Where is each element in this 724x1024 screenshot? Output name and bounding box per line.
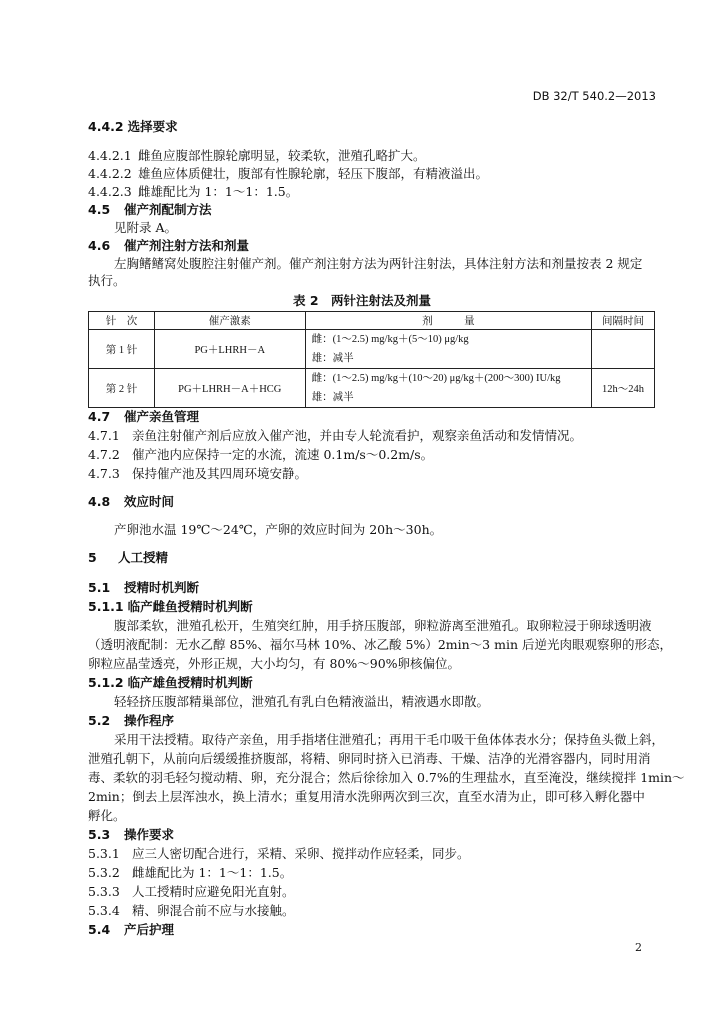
section-heading — [88, 599, 253, 615]
clause — [88, 166, 488, 182]
clause-number: 4.4.2.2 — [88, 166, 132, 181]
cell-shot: 第 2 针 — [89, 369, 155, 408]
section-heading — [88, 550, 168, 566]
clause-number: 4.7.2 — [88, 447, 120, 462]
clause-number: 4.7.1 — [88, 428, 120, 443]
clause-number: 5.3.3 — [88, 884, 120, 899]
cell-interval: 12h～24h — [592, 369, 655, 408]
section-number: 4.5 — [88, 202, 111, 217]
cell-hormone: PG＋LHRH－A — [154, 330, 305, 369]
clause-number: 5.3.1 — [88, 846, 120, 861]
dose-male: 雄：减半 — [311, 392, 354, 403]
clause — [88, 184, 298, 200]
clause — [88, 148, 426, 164]
section-title: 产后护理 — [123, 922, 174, 937]
cell-dose — [305, 330, 591, 369]
clause-number: 5.3.4 — [88, 903, 120, 918]
clause-number: 4.4.2.3 — [88, 184, 132, 199]
cell-hormone: PG＋LHRH－A＋HCG — [154, 369, 305, 408]
paragraph-line: （透明液配制：无水乙醇 85%、福尔马林 10%、冰乙酸 5%）2min～3 min 后逆光肉眼观察卵的形态， — [88, 637, 672, 652]
cell-shot: 第 1 针 — [89, 330, 155, 369]
paragraph-line: 产卵池水温 19℃～24℃，产卵的效应时间为 20h～30h。 — [114, 522, 443, 537]
clause — [88, 865, 292, 881]
paragraph-line: 执行。 — [88, 273, 126, 288]
section-title: 操作程序 — [123, 713, 174, 728]
section-number: 4.6 — [88, 238, 111, 253]
section-number: 5 — [88, 550, 97, 565]
injection-table — [88, 311, 655, 408]
section-heading — [88, 922, 174, 938]
section-heading — [88, 202, 212, 218]
clause — [88, 846, 470, 862]
section-number: 4.8 — [88, 494, 111, 509]
header-hormone: 催产激素 — [154, 312, 305, 330]
section-number: 4.7 — [88, 409, 111, 424]
clause-text: 保持催产池及其四周环境安静。 — [131, 466, 307, 481]
section-heading — [88, 580, 199, 596]
section-title: 选择要求 — [127, 119, 178, 134]
section-heading — [88, 675, 253, 691]
section-title: 操作要求 — [123, 827, 174, 842]
clause-text: 雌鱼应腹部性腺轮廓明显，较柔软，泄殖孔略扩大。 — [137, 148, 426, 163]
paragraph-line: 轻轻挤压腹部精巢部位，泄殖孔有乳白色精液溢出，精液遇水即散。 — [114, 694, 490, 709]
paragraph-line: 卵粒应晶莹透亮，外形正规，大小均匀，有 80%～90%卵核偏位。 — [88, 656, 461, 671]
section-heading — [88, 119, 178, 135]
clause-number: 4.7.3 — [88, 466, 120, 481]
section-number: 5.2 — [88, 713, 111, 728]
clause — [88, 903, 295, 919]
clause-text: 雌雄配比为 1：1～1：1.5。 — [137, 184, 299, 199]
clause-number: 5.3.2 — [88, 865, 120, 880]
dose-female: 雌：(1～2.5) mg/kg＋(5～10) μg/kg — [311, 334, 469, 345]
section-heading — [88, 827, 174, 843]
section-title: 催产亲鱼管理 — [123, 409, 199, 424]
section-number: 5.3 — [88, 827, 111, 842]
header-interval: 间隔时间 — [592, 312, 655, 330]
clause-text: 雌雄配比为 1：1～1：1.5。 — [131, 865, 293, 880]
section-title: 人工授精 — [117, 550, 168, 565]
paragraph-line: 左胸鳍鳍窝处腹腔注射催产剂。催产剂注射方法为两针注射法，具体注射方法和剂量按表 2 规定 — [114, 256, 643, 271]
clause — [88, 447, 433, 463]
cell-dose — [305, 369, 591, 408]
section-heading — [88, 238, 249, 254]
clause-text: 应三人密切配合进行，采精、采卵、搅拌动作应轻柔，同步。 — [131, 846, 470, 861]
table-caption: 表 2 两针注射法及剂量 — [292, 293, 432, 308]
section-number: 5.1 — [88, 580, 111, 595]
clause-number: 4.4.2.1 — [88, 148, 132, 163]
doc-id-header: DB 32/T 540.2—2013 — [532, 89, 656, 103]
section-title: 授精时机判断 — [123, 580, 199, 595]
section-number: 5.4 — [88, 922, 111, 937]
clause — [88, 428, 582, 444]
section-title: 催产剂配制方法 — [123, 202, 212, 217]
dose-female: 雌：(1～2.5) mg/kg＋(10～20) μg/kg＋(200～300) IU/kg — [311, 373, 561, 384]
clause-text: 亲鱼注射催产剂后应放入催产池，并由专人轮流看护，观察亲鱼活动和发情情况。 — [131, 428, 582, 443]
section-title: 临产雄鱼授精时机判断 — [127, 675, 253, 690]
section-heading — [88, 713, 174, 729]
section-number: 5.1.1 — [88, 599, 124, 614]
table-row — [89, 369, 655, 408]
section-title: 效应时间 — [123, 494, 174, 509]
clause-text: 精、卵混合前不应与水接触。 — [131, 903, 295, 918]
paragraph-line: 泄殖孔朝下，从前向后缓缓推挤腹部，将精、卵同时挤入已消毒、干燥、洁净的光滑容器内，同时用消 — [88, 751, 651, 766]
cell-interval — [592, 330, 655, 369]
section-number: 4.4.2 — [88, 119, 124, 134]
section-title: 临产雌鱼授精时机判断 — [127, 599, 253, 614]
clause-text: 雄鱼应体质健壮，腹部有性腺轮廓，轻压下腹部，有精液溢出。 — [137, 166, 488, 181]
header-shot: 针 次 — [89, 312, 155, 330]
section-heading — [88, 409, 199, 425]
paragraph-line: 毒、柔软的羽毛轻匀搅动精、卵，充分混合；然后徐徐加入 0.7%的生理盐水，直至淹没，继续搅拌 1min～ — [88, 770, 685, 785]
clause — [88, 884, 295, 900]
paragraph-line: 见附录 A。 — [114, 220, 178, 235]
paragraph-line: 2min；倒去上层浑浊水，换上清水；重复用清水洗卵两次到三次，直至水清为止，即可移入孵化器中 — [88, 789, 645, 804]
section-number: 5.1.2 — [88, 675, 124, 690]
table-row — [89, 330, 655, 369]
paragraph-line: 采用干法授精。取待产亲鱼，用手指堵住泄殖孔；再用干毛巾吸干鱼体体表水分；保持鱼头微上斜， — [114, 732, 665, 747]
header-dose: 剂 量 — [305, 312, 591, 330]
page-number: 2 — [635, 941, 642, 954]
clause-text: 人工授精时应避免阳光直射。 — [131, 884, 295, 899]
clause — [88, 466, 307, 482]
paragraph-line: 孵化。 — [88, 808, 126, 823]
section-heading — [88, 494, 174, 510]
table-header-row — [89, 312, 655, 330]
clause-text: 催产池内应保持一定的水流，流速 0.1m/s～0.2m/s。 — [131, 447, 434, 462]
dose-male: 雄：减半 — [311, 353, 354, 364]
section-title: 催产剂注射方法和剂量 — [123, 238, 249, 253]
paragraph-line: 腹部柔软，泄殖孔松开，生殖突红肿，用手挤压腹部，卵粒游离至泄殖孔。取卵粒浸于卵球透明液 — [114, 618, 652, 633]
